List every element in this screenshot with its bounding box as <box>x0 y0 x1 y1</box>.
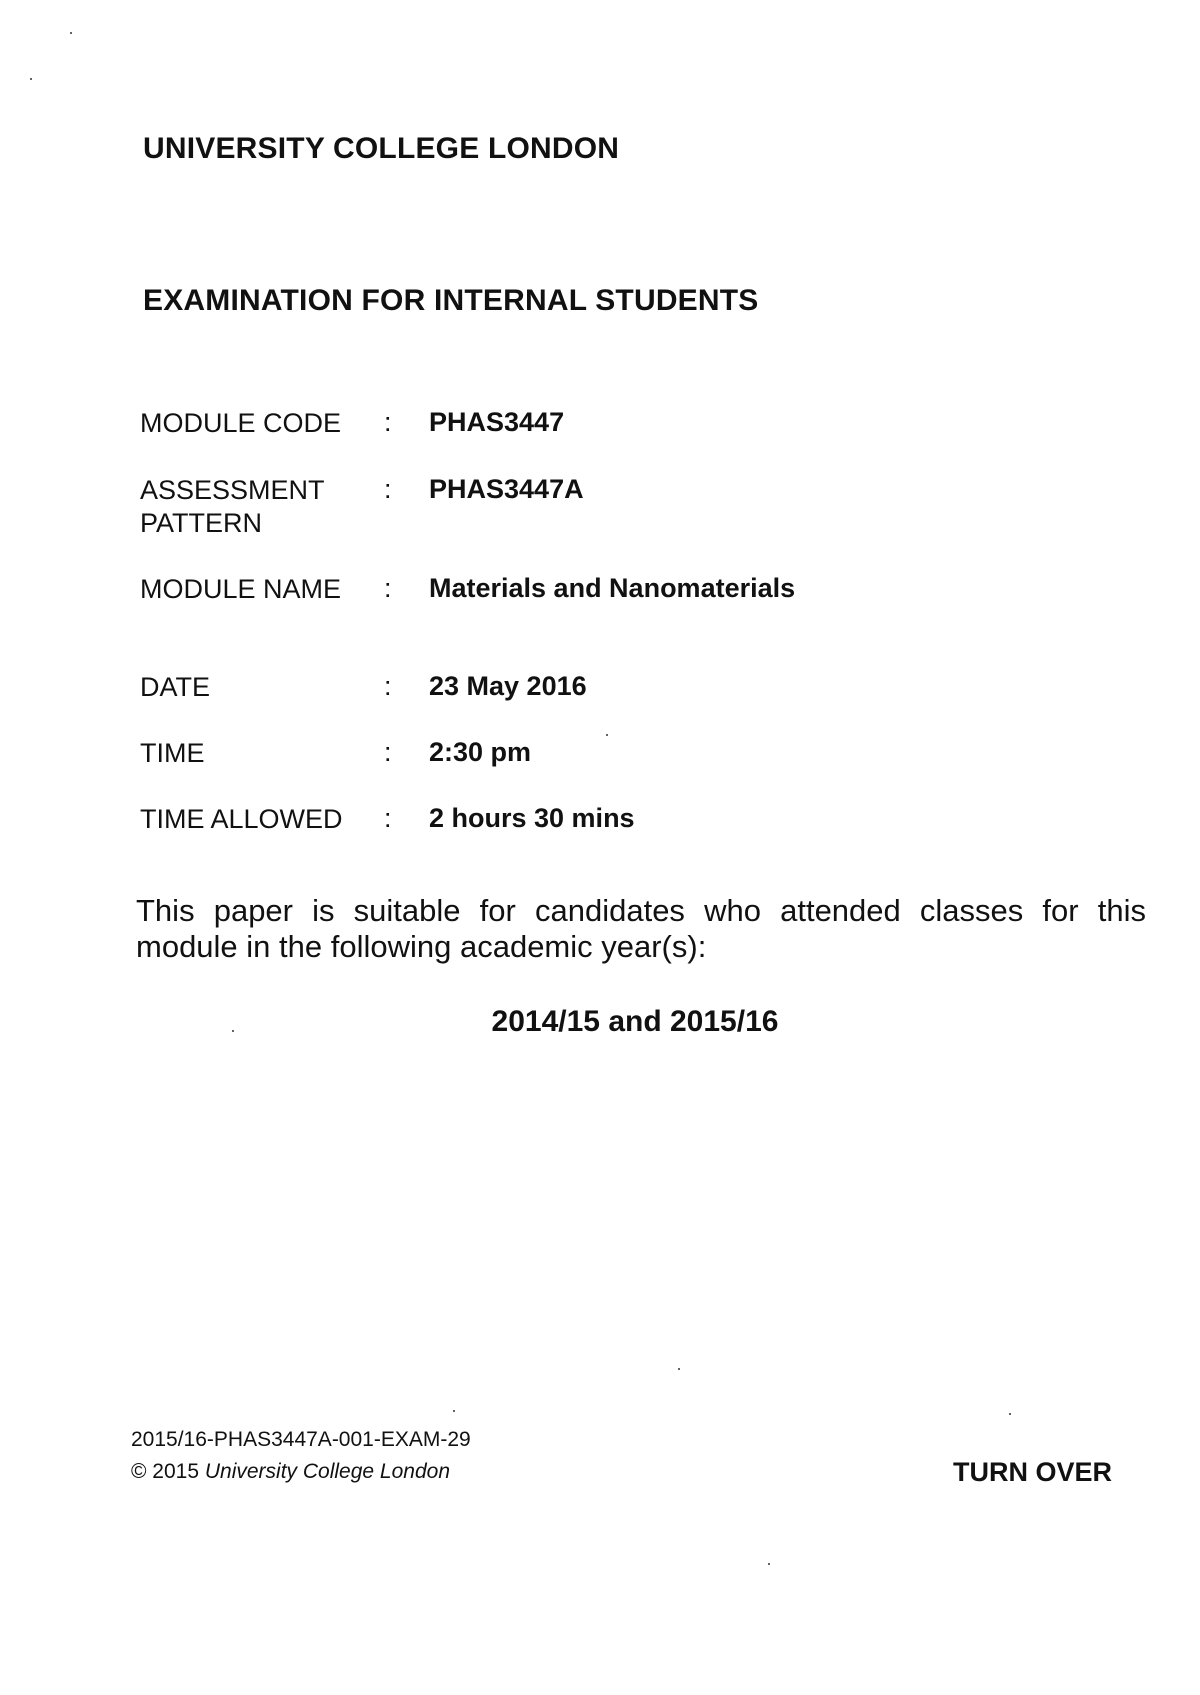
scan-speck <box>606 734 608 736</box>
copyright-notice <box>131 1460 450 1484</box>
scan-speck <box>1009 1413 1011 1415</box>
separator: : <box>384 573 392 603</box>
academic-years: 2014/15 and 2015/16 <box>491 1005 779 1038</box>
turn-over-note: TURN OVER <box>953 1457 1113 1487</box>
assessment-pattern-label-line1: ASSESSMENT <box>140 475 325 505</box>
date-value: 23 May 2016 <box>429 671 587 701</box>
scan-speck <box>768 1563 770 1565</box>
separator: : <box>384 671 392 701</box>
scan-speck <box>453 1410 455 1412</box>
exam-type-heading: EXAMINATION FOR INTERNAL STUDENTS <box>143 284 759 317</box>
time-allowed-label: TIME ALLOWED <box>140 804 343 834</box>
separator: : <box>384 407 392 437</box>
institution-title: UNIVERSITY COLLEGE LONDON <box>143 132 620 165</box>
separator: : <box>384 737 392 767</box>
eligibility-statement: This paper is suitable for candidates who attended classes for this module in the following academic year(s): <box>136 893 1146 964</box>
module-name-value: Materials and Nanomaterials <box>429 573 796 603</box>
scan-speck <box>30 78 32 80</box>
module-code-value: PHAS3447 <box>429 407 565 437</box>
time-label: TIME <box>140 738 205 768</box>
time-value: 2:30 pm <box>429 737 532 767</box>
date-label: DATE <box>140 672 211 702</box>
assessment-pattern-value: PHAS3447A <box>429 474 584 504</box>
separator: : <box>384 803 392 833</box>
time-allowed-value: 2 hours 30 mins <box>429 803 635 833</box>
module-code-label: MODULE CODE <box>140 408 342 438</box>
assessment-pattern-label <box>140 474 370 540</box>
separator: : <box>384 474 392 504</box>
copyright-holder: University College London <box>204 1460 450 1483</box>
module-name-label: MODULE NAME <box>140 574 342 604</box>
assessment-pattern-label-line2: PATTERN <box>140 508 263 538</box>
paper-reference: 2015/16-PHAS3447A-001-EXAM-29 <box>131 1428 471 1451</box>
scan-speck <box>678 1368 680 1370</box>
scan-speck <box>70 32 72 34</box>
copyright-prefix: © 2015 <box>131 1460 205 1483</box>
